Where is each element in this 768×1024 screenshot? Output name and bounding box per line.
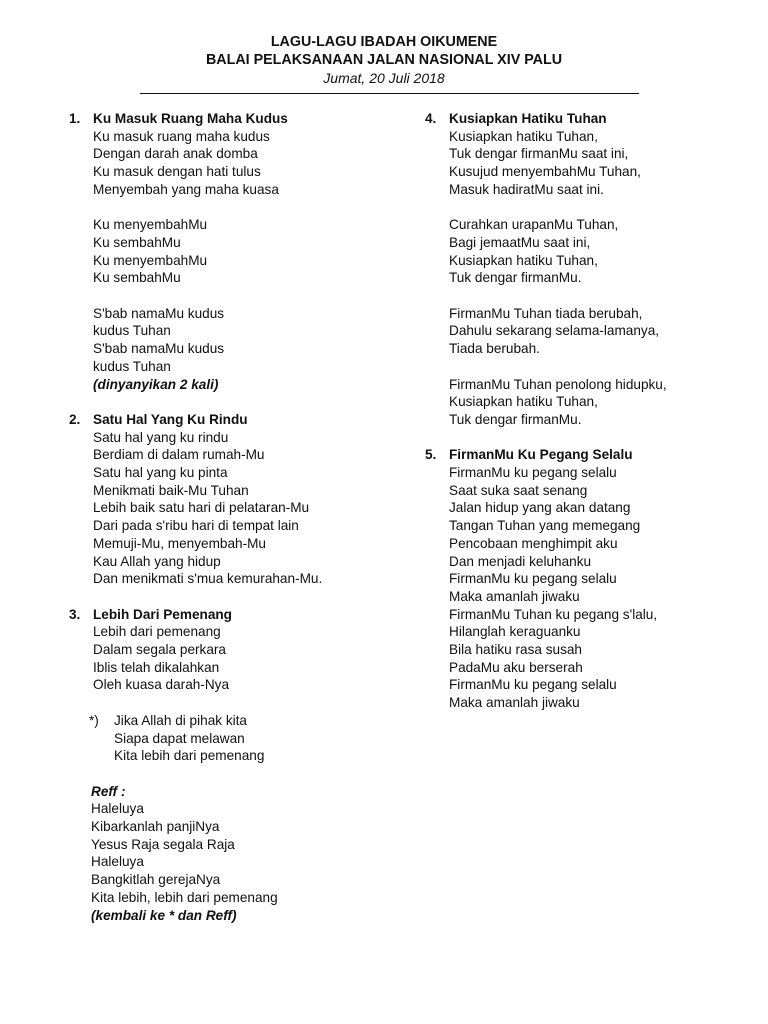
song-title: Satu Hal Yang Ku Rindu xyxy=(93,411,248,427)
lyric-line: Iblis telah dikalahkan xyxy=(93,659,220,675)
lyric-line: Maka amanlah jiwaku xyxy=(449,695,580,711)
song-title: Lebih Dari Pemenang xyxy=(93,606,232,622)
lyric-line: FirmanMu Tuhan penolong hidupku, xyxy=(449,376,667,392)
lyric-line: Kusiapkan hatiku Tuhan, xyxy=(449,394,598,410)
song-heading xyxy=(425,110,745,128)
lyric-line: FirmanMu ku pegang selalu xyxy=(449,465,617,480)
lyric-line: Kita lebih dari pemenang xyxy=(114,748,265,764)
lyric-line: FirmanMu ku pegang selalu xyxy=(449,571,617,587)
lyric-line: FirmanMu Tuhan tiada berubah, xyxy=(449,305,643,321)
lyric-line: Yesus Raja segala Raja xyxy=(91,836,235,852)
lyric-line: Dari pada s'ribu hari di tempat lain xyxy=(93,518,299,534)
song-heading xyxy=(69,411,389,429)
song-note: (kembali ke * dan Reff) xyxy=(91,907,237,923)
lyric-line: Dan menikmati s'mua kemurahan-Mu. xyxy=(93,571,323,587)
lyric-line: Masuk hadiratMu saat ini. xyxy=(449,181,604,197)
song-3 xyxy=(69,606,389,925)
song-number: 4. xyxy=(425,111,437,126)
verse-gap xyxy=(449,358,745,376)
lyric-line: Menyembah yang maha kuasa xyxy=(93,181,279,197)
lyric-line: Kibarkanlah panjiNya xyxy=(91,819,220,835)
song-number: 1. xyxy=(69,111,81,126)
right-column xyxy=(425,110,745,730)
verse-gap xyxy=(93,199,389,217)
song-number: 3. xyxy=(69,606,81,622)
document-date: Jumat, 20 Juli 2018 xyxy=(323,70,445,86)
lyric-line: Kusiapkan hatiku Tuhan, xyxy=(449,128,598,144)
song-title: Kusiapkan Hatiku Tuhan xyxy=(449,111,607,126)
lyric-line: Tiada berubah. xyxy=(449,341,540,357)
lyric-line: Tuk dengar firmanMu. xyxy=(449,270,582,286)
lyric-line: Dan menjadi keluhanku xyxy=(449,553,592,569)
song-lyrics xyxy=(425,128,745,429)
song-4 xyxy=(425,110,745,429)
lyric-line: Maka amanlah jiwaku xyxy=(449,588,580,604)
song-number: 2. xyxy=(69,411,81,427)
lyric-line: Menikmati baik-Mu Tuhan xyxy=(93,482,249,498)
song-title: FirmanMu Ku Pegang Selalu xyxy=(449,447,633,463)
chorus-lines xyxy=(114,712,264,765)
lyric-line: S'bab namaMu kudus xyxy=(93,341,225,357)
song-heading xyxy=(69,606,389,624)
lyric-line: Dengan darah anak domba xyxy=(93,146,258,162)
reff-title: Reff : xyxy=(91,783,126,799)
verse-gap xyxy=(69,694,389,712)
lyric-line: Ku sembahMu xyxy=(93,270,181,286)
reff-block xyxy=(69,783,389,925)
song-lyrics xyxy=(425,464,745,712)
lyric-line: Satu hal yang ku rindu xyxy=(93,429,229,445)
lyric-line: Lebih dari pemenang xyxy=(93,624,221,640)
song-title: Ku Masuk Ruang Maha Kudus xyxy=(93,111,288,126)
song-2 xyxy=(69,411,389,588)
lyric-line: Satu hal yang ku pinta xyxy=(93,465,228,481)
lyric-line: Kita lebih, lebih dari pemenang xyxy=(91,889,278,905)
header-divider xyxy=(140,93,639,94)
lyric-line: FirmanMu Tuhan ku pegang s'lalu, xyxy=(449,606,658,622)
lyric-line: Ku menyembahMu xyxy=(93,252,208,268)
lyric-line: Dalam segala perkara xyxy=(93,642,226,658)
chorus-mark: *) xyxy=(89,712,99,728)
chorus-block xyxy=(69,712,389,765)
lyric-line: Ku masuk dengan hati tulus xyxy=(93,164,261,180)
lyric-line: Ku sembahMu xyxy=(93,234,181,250)
song-5 xyxy=(425,446,745,712)
lyric-line: Hilanglah keraguanku xyxy=(449,624,581,640)
lyric-line: Kusiapkan hatiku Tuhan, xyxy=(449,252,598,268)
lyric-line: Ku menyembahMu xyxy=(93,217,208,233)
verse-gap xyxy=(449,199,745,217)
verse-gap xyxy=(449,287,745,305)
lyric-line: Bangkitlah gerejaNya xyxy=(91,872,221,888)
document-title: LAGU-LAGU IBADAH OIKUMENE xyxy=(270,34,498,50)
song-heading xyxy=(69,110,389,128)
lyric-line: Tangan Tuhan yang memegang xyxy=(449,518,641,534)
lyric-line: Bila hatiku rasa susah xyxy=(449,642,582,658)
lyric-line: Pencobaan menghimpit aku xyxy=(449,535,618,551)
document-header xyxy=(0,33,768,87)
lyric-line: Saat suka saat senang xyxy=(449,482,588,498)
verse-gap xyxy=(93,287,389,305)
lyric-line: Siapa dapat melawan xyxy=(114,730,245,746)
document-subtitle: BALAI PELAKSANAAN JALAN NASIONAL XIV PALU xyxy=(205,52,563,68)
lyric-line: Kusujud menyembahMu Tuhan, xyxy=(449,164,641,180)
song-lyrics xyxy=(69,128,389,394)
lyric-line: Bagi jemaatMu saat ini, xyxy=(449,234,591,250)
lyric-line: Oleh kuasa darah-Nya xyxy=(93,677,230,693)
lyric-line: Haleluya xyxy=(91,854,144,870)
lyric-line: Ku masuk ruang maha kudus xyxy=(93,128,270,144)
lyric-line: Dahulu sekarang selama-lamanya, xyxy=(449,323,660,339)
lyric-line: Curahkan urapanMu Tuhan, xyxy=(449,217,619,233)
lyric-line: Tuk dengar firmanMu. xyxy=(449,411,582,427)
song-number: 5. xyxy=(425,447,437,463)
left-column xyxy=(69,110,389,942)
verse-gap xyxy=(69,765,389,783)
song-lyrics xyxy=(69,623,389,694)
song-heading xyxy=(425,446,745,464)
song-note: (dinyanyikan 2 kali) xyxy=(93,376,219,392)
lyric-line: Memuji-Mu, menyembah-Mu xyxy=(93,535,266,551)
lyric-line: S'bab namaMu kudus xyxy=(93,305,225,321)
lyric-line: FirmanMu ku pegang selalu xyxy=(449,677,617,693)
lyric-line: Berdiam di dalam rumah-Mu xyxy=(93,447,265,463)
lyric-line: PadaMu aku berserah xyxy=(449,659,583,675)
lyric-line: Lebih baik satu hari di pelataran-Mu xyxy=(93,500,310,516)
lyric-line: Jika Allah di pihak kita xyxy=(114,712,247,728)
song-lyrics xyxy=(69,429,389,588)
lyric-line: Kau Allah yang hidup xyxy=(93,553,221,569)
song-1 xyxy=(69,110,389,393)
lyric-line: Haleluya xyxy=(91,801,144,817)
lyric-line: kudus Tuhan xyxy=(93,358,171,374)
lyric-line: Tuk dengar firmanMu saat ini, xyxy=(449,146,629,162)
lyric-line: kudus Tuhan xyxy=(93,323,171,339)
lyric-line: Jalan hidup yang akan datang xyxy=(449,500,631,516)
